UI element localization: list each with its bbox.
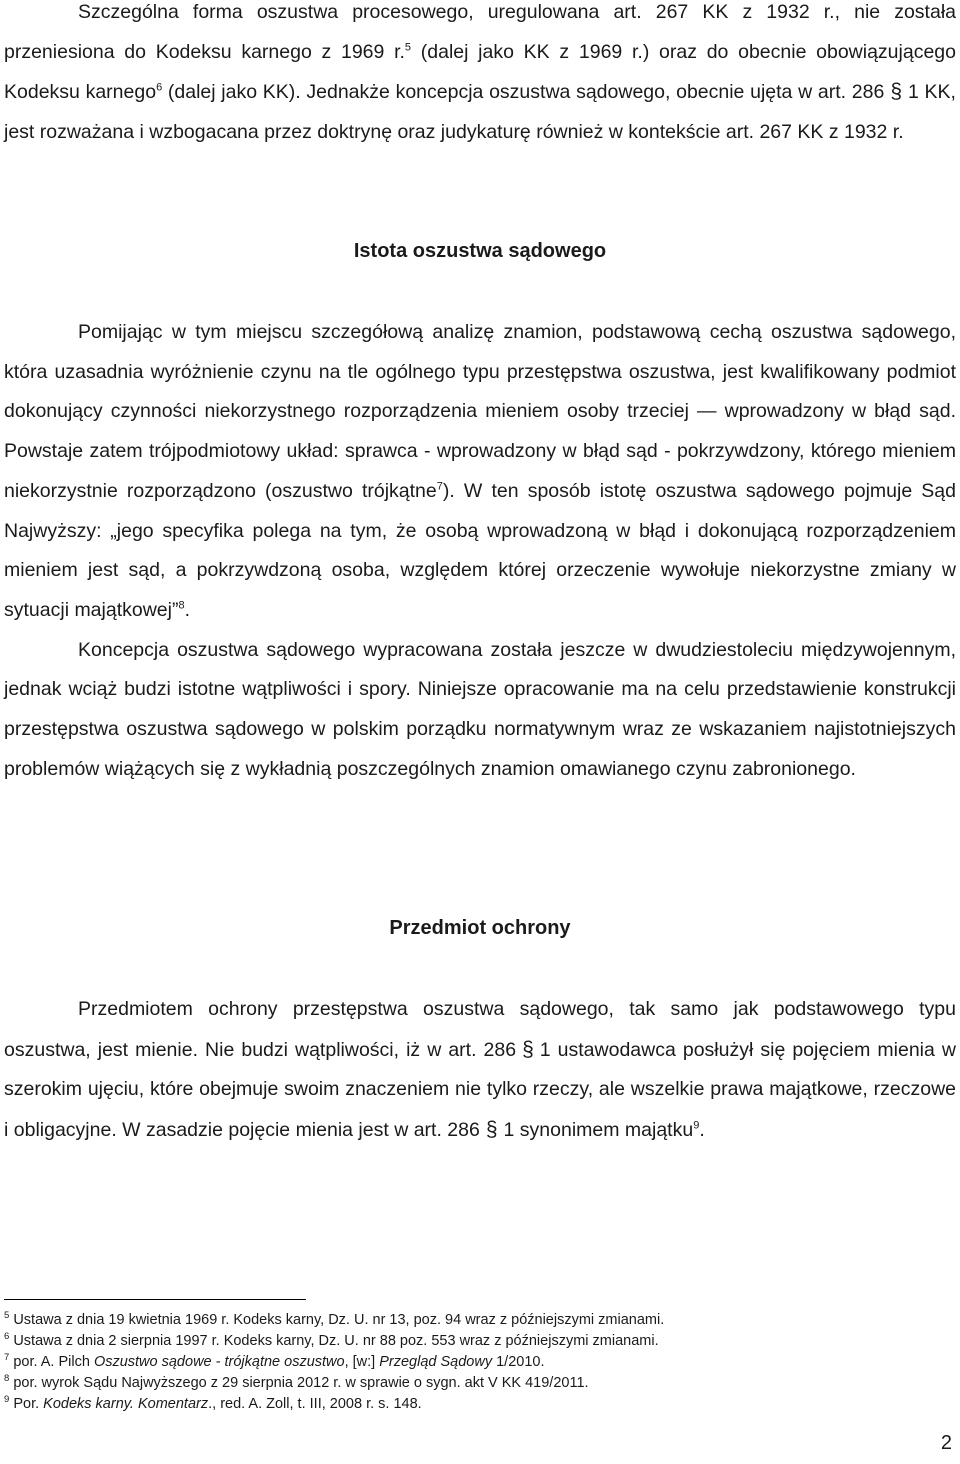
paragraph-text: 1 synonimem majątku bbox=[503, 1119, 694, 1142]
footnote-ref[interactable]: 8 bbox=[178, 599, 185, 612]
footnote-text: Ustawa z dnia 19 kwietnia 1969 r. Kodeks karny, Dz. U. nr 13, poz. 94 wraz z późniejszymi zmianami. bbox=[13, 1312, 665, 1328]
footnote-text: Ustawa z dnia 2 sierpnia 1997 r. Kodeks karny, Dz. U. nr 88 poz. 553 wraz z późniejszymi zmianami. bbox=[13, 1333, 659, 1349]
footnote-journal: Przegląd Sądowy bbox=[379, 1354, 493, 1370]
section-sign: § bbox=[522, 1037, 534, 1061]
footnotes bbox=[4, 1310, 904, 1415]
paragraph-istota bbox=[4, 313, 956, 789]
footnote-number: 8 bbox=[4, 1373, 10, 1385]
footnote-text: Por. bbox=[13, 1396, 44, 1412]
footnote-ref[interactable]: 5 bbox=[404, 41, 412, 54]
footnote-ref[interactable]: 6 bbox=[156, 81, 163, 94]
footnote-6 bbox=[4, 1331, 904, 1352]
footnote-text: por. A. Pilch bbox=[13, 1354, 94, 1370]
footnote-ref[interactable]: 9 bbox=[693, 1119, 700, 1132]
footnote-ref[interactable]: 7 bbox=[436, 480, 443, 493]
paragraph-text: ). W ten sposób istotę oszustwa sądowego pojmuje Sąd Najwyższy: „jego specyfika polega na tym, że osobą wprowadzoną w błąd i dokonującą rozporządzeniem mieniem jest sąd, a pokrzywdzoną osoba, względem której orzeczenie wywołuje niekorzystne zmiany w sytuacji majątkowej” bbox=[4, 479, 956, 621]
footnote-5 bbox=[4, 1310, 904, 1331]
paragraph-text: . bbox=[699, 1119, 705, 1142]
paragraph-text: 1 ustawodawca posłużył się pojęciem mienia w szerokim ujęciu, które obejmuje swoim znaczeniem nie tylko rzeczy, ale wszelkie prawa majątkowe, rzeczowe i obligacyjne. W zasadzie pojęcie mienia jest w art. 286 bbox=[4, 1038, 956, 1142]
footnote-number: 6 bbox=[4, 1331, 10, 1343]
footnote-text: ., red. A. Zoll, t. III, 2008 r. s. 148. bbox=[208, 1396, 422, 1412]
footnote-text: , [w:] bbox=[344, 1354, 380, 1370]
footnote-8 bbox=[4, 1373, 904, 1394]
paragraph-przedmiot bbox=[4, 990, 956, 1151]
footnote-title: Kodeks karny. Komentarz bbox=[43, 1396, 209, 1412]
paragraph-text: (dalej jako KK). Jednakże koncepcja oszustwa sądowego, obecnie ujęta w art. 286 bbox=[162, 81, 885, 104]
paragraph-text: Szczególna forma oszustwa procesowego, uregulowana art. 267 KK z 1932 r., nie została przeniesiona do Kodeksu karnego z 1969 r. bbox=[4, 1, 956, 63]
section-heading-przedmiot: Przedmiot ochrony bbox=[389, 917, 571, 939]
paragraph-text: . bbox=[184, 598, 191, 621]
paragraph-text: Przedmiotem ochrony przestępstwa oszustwa sądowego, tak samo jak podstawowego typu oszustwa, jest mienie. Nie budzi wątpliwości, iż w art. 286 bbox=[4, 998, 956, 1061]
section-heading-istota: Istota oszustwa sądowego bbox=[353, 240, 607, 262]
page-number: 2 bbox=[940, 1432, 952, 1454]
footnote-9 bbox=[4, 1394, 904, 1415]
paragraph-intro bbox=[4, 0, 956, 153]
paragraph-text: Pomijając w tym miejscu szczegółową analizę znamion, podstawową cechą oszustwa sądowego, która uzasadnia wyróżnienie czynu na tle ogólnego typu przestępstwa oszustwa, jest kwalifikowany podmiot dokonujący czynności niekorzystnego rozporządzenia mieniem osoby trzeciej — wprowadzony w błąd sąd. Powstaje zatem trójpodmiotowy układ: sprawca - wprowadzony w błąd sąd - pokrzywdzony, którego mieniem niekorzystnie rozporządzono (oszustwo trójkątne bbox=[4, 321, 956, 502]
footnote-text: 1/2010. bbox=[492, 1354, 545, 1370]
section-sign: § bbox=[890, 80, 902, 104]
footnote-number: 5 bbox=[4, 1310, 10, 1322]
footnote-number: 9 bbox=[4, 1394, 10, 1406]
paragraph-text: 1 KK, jest rozważana i wzbogacana przez doktrynę oraz judykaturę również w kontekście art. 267 KK z 1932 r. bbox=[4, 81, 956, 144]
footnote-separator bbox=[4, 1299, 306, 1300]
footnote-title: Oszustwo sądowe - trójkątne oszustwo bbox=[93, 1354, 345, 1370]
paragraph-text: Koncepcja oszustwa sądowego wypracowana została jeszcze w dwudziestoleciu międzywojennym, jednak wciąż budzi istotne wątpliwości i spory. Niniejsze opracowanie ma na celu przedstawienie konstrukcji przestępstwa oszustwa sądowego w polskim porządku normatywnym wraz ze wskazaniem najistotniejszych problemów wiążących się z wykładnią poszczególnych znamion omawianego czynu zabronionego. bbox=[4, 638, 956, 780]
section-sign: § bbox=[485, 1118, 498, 1142]
footnote-7 bbox=[4, 1352, 904, 1373]
footnote-number: 7 bbox=[4, 1352, 10, 1364]
paragraph-text: (dalej jako KK z 1969 r.) oraz do obecnie obowiązującego Kodeksu karnego bbox=[4, 40, 956, 104]
footnote-text: por. wyrok Sądu Najwyższego z 29 sierpnia 2012 r. w sprawie o sygn. akt V KK 419/2011. bbox=[13, 1375, 589, 1391]
